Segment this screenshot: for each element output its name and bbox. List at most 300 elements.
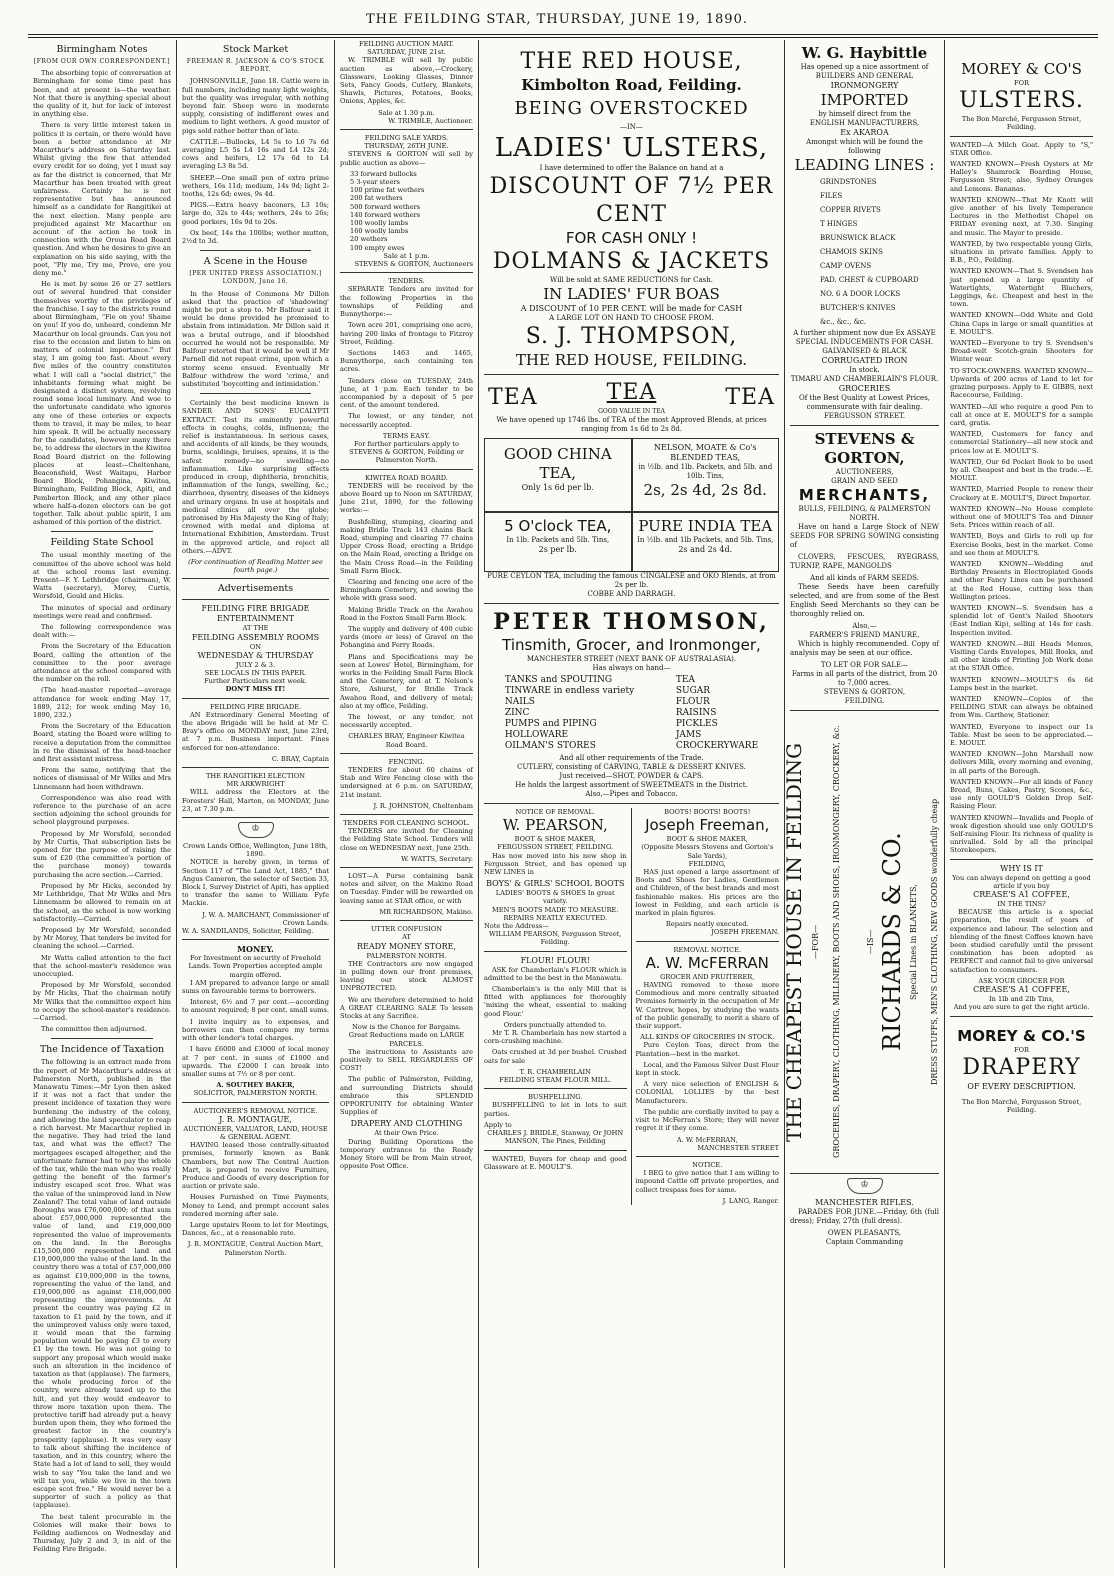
list-item: 500 forward wethers	[350, 202, 421, 211]
ad-text: AT THE	[242, 624, 269, 633]
ad-text: I BEG to give notice that I am willing to impound Cattle off private properties, and collect trespass fees for same.	[635, 1169, 779, 1194]
tea-name: NELSON, MOATE & Co's BLENDED TEAS,	[654, 443, 757, 462]
divider	[484, 1088, 627, 1089]
ad-text: Ex AKAROA	[840, 128, 889, 137]
list-item: HOLLOWARE	[504, 730, 569, 740]
byline: [FROM OUR OWN CORRESPONDENT.]	[33, 58, 171, 65]
heading-state-school: Feilding State School	[50, 537, 154, 549]
paragraph: Proposed by Mr Worsfold, seconded by Mr Hicks, That the chairman notify Mr Wilks that the committee expect him to occupy the school-master's residence.—Carried.	[33, 981, 171, 1022]
ad-title: AUCTIONEER'S REMOVAL NOTICE.	[193, 1106, 318, 1115]
product-list-hardware	[505, 675, 634, 752]
ad-text: MANCHESTER STREET	[697, 1143, 779, 1152]
ad-text: W. TRIMBLE will sell by public auction as above,—Crockery, Glassware, Looking Glasses, Dinner Sets, Fancy Goods, Cutlery, Blankets, Shawls, Pictures, Potatoes, Books, Onions, Apples, &c.	[340, 56, 473, 106]
column-ads-3	[335, 40, 478, 1568]
ad-text: BOOT & SHOE MAKER,	[666, 835, 748, 844]
ad-text: Of the Best Quality at Lowest Prices, commensurate with fair dealing.	[798, 394, 931, 411]
ad-signature: W. A. SANDILANDS, Solicitor, Feilding.	[182, 927, 314, 936]
list-item: WANTED KNOWN—No House complete without one of MOULT'S Tea and Dinner Sets. Prices within reach of all.	[950, 504, 1093, 530]
list-item: WANTED KNOWN—S. Svendsen has a splendid lot of Gent's Nailed Shooters (East Indian Kip), selling at 14s for cash. Inspection invited.	[950, 603, 1093, 637]
list-item: CROCKERYWARE	[675, 741, 759, 751]
paragraph: In the House of Commons Mr Dillon asked that the practice of 'shadowing' might be put a stop to. Mr Balfour said it would be done provided he promised to abstain from intimidation. Mr Dillon said it was a brutal outrage, and if bloodshed occurred he would not be responsible. Mr Balfour retorted that it would be well if Mr Parnell did not repeat crime, upon which a stormy scene ensued. Eventually Mr Balfour withdrew the word 'crime,' and substituted 'boycotting and intimidation.'	[182, 289, 329, 388]
ad-signature: J. W. A. MARCHANT, Commissioner of Crown Lands.	[202, 910, 329, 927]
ad-text: TENDERS are invited for Cleaning the Feilding State School. Tenders will close on WEDNESDAY next, June 25th.	[340, 827, 473, 852]
ad-signature: A. W. McFERRAN,	[676, 1135, 738, 1144]
ad-signature: THE RED HOUSE, FEILDING.	[515, 351, 748, 369]
ad-text: The lowest, or any tender, not necessarily accepted.	[340, 412, 473, 429]
ad-title: WHY IS IT	[1000, 863, 1043, 873]
divider	[484, 374, 779, 375]
ad-title: BOOTS! BOOTS! BOOTS!	[664, 808, 751, 816]
ad-title: FLOUR! FLOUR!	[520, 955, 590, 965]
ad-text: And you are sure to get the right article.	[953, 1003, 1090, 1012]
divider	[340, 469, 473, 470]
richards-title: RICHARDS & CO.	[877, 832, 906, 1052]
richards-vertical-ad	[782, 715, 939, 1169]
ad-text: CUTLERY, consisting of CARVING, TABLE & DESSERT KNIVES.	[517, 763, 746, 771]
ad-headline: IMPORTED	[820, 91, 909, 109]
ad-text: Sale at 1.30 p.m.	[378, 108, 435, 117]
list-item: WANTED, Everyone to inspect our 1s Table. Must be seen to be appreciated.—E. MOULT.	[950, 722, 1093, 748]
ad-signature: WILLIAM PEARSON, Fergusson Street, Feilding.	[489, 930, 622, 947]
list-item: T HINGES	[820, 220, 858, 228]
ad-text: The Bon Marché, Fergusson Street, Feilding.	[961, 115, 1082, 132]
list-item: WANTED KNOWN—Odd White and Gold China Cups in large or small quantities at E. MOULT'S.	[950, 311, 1093, 336]
tea-name: PURE INDIA TEA	[638, 517, 773, 535]
paragraph: (The head-master reported—average attendance for week ending May 17, 1889, 212; for week ending May 16, 1890, 232.)	[33, 686, 171, 720]
ad-title: UTTER CONFUSION	[371, 925, 442, 934]
ad-text: GROCERIES, DRAPERY, CLOTHING, MILLINERY, BOOTS AND SHOES, IRONMONGERY, CROCKERY, &c.	[832, 725, 842, 1159]
tea-price: 2s, 2s 4d, 2s 8d.	[643, 481, 767, 499]
ad-text: Pure Ceylon Teas, direct from the Plantation—best in the market.	[635, 1041, 779, 1058]
ad-text: Special Lines in BLANKETS,	[908, 884, 918, 1000]
ad-signature: STEVENS & GORTON,	[823, 688, 906, 696]
list-item: 160 woolly lambs	[350, 227, 409, 236]
ad-signature: J. LANG, Ranger.	[722, 1196, 779, 1205]
ad-signature: JOSEPH FREEMAN.	[711, 928, 779, 937]
morey-title: MOREY & CO'S	[961, 60, 1082, 78]
ad-subtitle: Tinsmith, Grocer, and Ironmonger,	[502, 636, 761, 654]
ad-text: Now is the Chance for Bargains.	[352, 1023, 461, 1032]
ad-text: IN THE TINS?	[997, 900, 1046, 909]
ad-text: Local, and the Famous Silver Dust Flour kept in stock.	[635, 1060, 779, 1078]
ad-signature: CHARLES BRAY, Engineer Kiwitea Road Board.	[348, 732, 465, 749]
ad-text: WANTED, Buyers for cheap and good Glassware at E. MOULT'S.	[484, 1154, 627, 1171]
divider	[484, 951, 627, 952]
list-item: OILMAN'S STORES	[504, 741, 596, 751]
heading-advertisements: Advertisements	[217, 583, 294, 595]
ad-text: Has now moved into his new shop in Fergusson Street, and has opened up NEW LINES in	[484, 851, 627, 877]
list-item: WANTED—All who require a good Pen to call at once at E. MOULT'S for a sample card, gratis.	[950, 402, 1093, 427]
ad-text: GROCER AND FRUITERER,	[660, 972, 755, 981]
paragraph: PIGS.—Extra heavy baconers, L3 10s; large do, 32s to 44s; wethers, 24s to 26s; good porkers, 16s 9d to 20s.	[182, 201, 329, 226]
ad-title: FEILDING FIRE BRIGADE.	[209, 702, 302, 711]
divider	[484, 603, 779, 604]
ad-signature: C. BRAY, Captain	[271, 754, 329, 763]
ad-text: FEILDING,	[688, 859, 726, 868]
ad-text: In 1lb and 2lb Tins,	[989, 995, 1054, 1004]
masthead: THE FEILDING STAR, THURSDAY, JUNE 19, 1890.	[366, 12, 748, 27]
ad-dates: WEDNESDAY & THURSDAY	[197, 650, 314, 660]
tea-word: TEA	[725, 384, 775, 410]
ad-text: Will be sold at SAME REDUCTIONS for Cash.	[550, 276, 713, 284]
ad-text: Further Particulars next week.	[204, 677, 307, 686]
list-item: WANTED—Everyone to try S. Svendsen's Broad-welt Scotch-grain Shooters for Winter wear.	[950, 339, 1093, 364]
livestock-list	[340, 170, 473, 252]
ad-headline: THE CHEAPEST HOUSE IN FEILDING	[782, 742, 806, 1142]
ad-text: FEILDING.	[844, 697, 885, 705]
list-item: WANTED KNOWN—Fresh Oysters at Mr Halley's Shamrock Boarding House, Fergusson Street; also, Sydney Oranges and Lemons. Bananas.	[950, 160, 1093, 193]
ad-headline: CREASE'S A1 COFFEE,	[973, 890, 1070, 900]
ad-text: AUCTIONEERS,	[835, 468, 894, 476]
ad-signature: J. R. JOHNSTON, Cheltenham	[373, 801, 473, 810]
list-item: ZINC	[504, 708, 530, 718]
lower-ads-right	[632, 808, 780, 1205]
ad-text: OF EVERY DESCRIPTION.	[967, 1081, 1076, 1091]
ad-signature: STEVENS & GORTON, Auctioneers	[354, 260, 473, 269]
divider	[340, 753, 473, 754]
ad-text: FOR	[1014, 79, 1029, 87]
ad-text: And all kinds of FARM SEEDS.	[810, 574, 919, 582]
list-item: GRINDSTONES	[820, 178, 877, 186]
ad-text: WILL address the Electors at the Foresters' Hall, Marton, on MONDAY, June 23, at 7.30 p.m.	[182, 788, 329, 813]
ad-text: HAVING leased those centrally-situated premises, formerly known as Bank Chambers, but now The Central Auction Mart, is prepared to receive Furniture, Produce and Goods of every description for auction or private sale.	[182, 1141, 329, 1191]
ad-text: A DISCOUNT of 10 PER CENT. will be made for CASH	[520, 304, 743, 313]
list-item: 33 forward bullocks	[350, 169, 417, 178]
ad-text: TO LET OR FOR SALE—	[820, 661, 909, 669]
paragraph: He is met by some 26 or 27 settlers out of several hundred that consider themselves worthy of the privileges of the franchise. I say to the districts round about Birmingham, "Fie on you! Shame on you! If you do, unheard, condemn Mr Macarthur on local grounds. Can you not rise to the occasion and listen to him on matters of colonial importance." But stay, I am going too fast. About every five miles of the country constitutes what I will call a "social district," the inhabitants forming what might be designated a distinct system, revolving round some local luminary. And woe to the unfortunate candidate who ignores any one of these coteries or expects them to travel, it may be miles, to hear him speak. It will be actually necessary for the candidates, however many there be, to address the electors in the Kiwitea Road Board district on the following places at least—Cheltenham, Beaconsfield, West Waitapu, Harbor Board Block, Pohangina, Kiwitea, Birmingham, Feilding Block, Apiti, and Pemberton Block, and any other place where half-a-dozen electors can be got together. Talk about public spirit, I am ashamed of this portion of the district.	[33, 280, 171, 527]
ad-signature: A. SOUTHEY BAKER,	[216, 1081, 295, 1090]
ad-text: For Investment on security of Freehold Lands. Town Properties accepted ample margin offered.	[188, 954, 323, 979]
list-item: 5 3-year steers	[350, 178, 400, 187]
ad-text: Just received—SHOT, POWDER & CAPS.	[559, 772, 704, 780]
tea-price: 2s and 2s 4d.	[678, 545, 733, 554]
ad-headline: FOR CASH ONLY !	[565, 229, 698, 247]
list-item: WANTED, Our 6d Pocket Book to be used by all. Cheapest and best in the trade.—E. MOULT.	[950, 457, 1093, 483]
ad-title: NOTICE OF REMOVAL.	[515, 808, 596, 816]
ad-signature: S. J. THOMPSON,	[525, 324, 738, 349]
tea-text: in ½lb. and 1lb. Packets, and 5lb. and 10lb. Tins,	[638, 463, 773, 480]
list-item: FLOUR	[675, 697, 710, 707]
ad-text: You can always depend on getting a good article if you buy	[952, 873, 1091, 890]
list-item: NAILS	[504, 697, 535, 707]
list-item: JAMS	[675, 730, 702, 740]
ad-text: Tenders close on TUESDAY, 24th June, at 1 p.m. Each tender to be accompanied by a deposit of 5 per cent. of the amount tendered.	[340, 376, 473, 410]
ad-headline: LEADING LINES :	[794, 156, 935, 174]
ad-text: Captain Commanding	[825, 1238, 904, 1246]
list-item: WANTED KNOWN—MOULT'S 6s 6d Lamps best in the market.	[950, 675, 1093, 692]
list-item: NO. 6 A DOOR LOCKS	[820, 290, 901, 298]
list-item: WANTED KNOWN—Invalids and People of weak digestion should use only GOULD'S Self-raising Flour. Its richness of quality is unrivalled. Sold by all the principal Storekeepers.	[950, 813, 1093, 855]
divider	[340, 814, 473, 815]
ad-text: BECAUSE this article is a special preparation, the result of years of experience and labour. The selection and blending of the finest Coffees known have been studied carefully until the present combination has been adopted as PERFECT and cannot fail to give universal satisfaction to consumers.	[950, 908, 1093, 974]
ad-text: Repairs neatly executed.	[665, 920, 749, 929]
paragraph: Proposed by Mr Hicks, seconded by Mr Lethbridge, That Mr Wilks and Mrs Linnemann be allowed to remain on at the school, as the school is now working satisfactorily.—Carried.	[33, 881, 171, 923]
ad-headline: BOYS' & GIRLS' SCHOOL BOOTS	[486, 879, 625, 889]
ad-text: by himself direct from the	[818, 110, 911, 118]
paragraph: Mr Watts called attention to the fact that the school-master's residence was unoccupied.	[33, 953, 171, 978]
ad-text: We are therefore determined to hold A GREAT CLEARING SALE To lessen Stocks at any Sacrifice.	[340, 995, 473, 1020]
ad-text: Have on hand a Large Stock of NEW SEEDS FOR SPRING SOWING consisting of	[790, 523, 939, 549]
ad-text: MEN'S BOOTS MADE TO MEASURE.	[492, 905, 619, 914]
list-item: WANTED KNOWN—John Marshall now delivers Milk, every morning and evening, in all parts of the Borough.	[950, 750, 1093, 775]
byline: [PER UNITED PRESS ASSOCIATION.] LONDON, June 16.	[189, 270, 322, 286]
ad-headline: DOLMANS & JACKETS	[492, 249, 771, 274]
top-rule-2	[28, 37, 1098, 38]
ad-text: LOST—A Purse containing bank notes and silver, on the Makino Road on Tuesday. Finder will be rewarded on leaving same at STAR office, or with	[340, 872, 473, 905]
divider	[636, 941, 780, 942]
ad-text: I have £6000 and £3000 of local money at 7 per cent. in sums of £1000 and upwards. The £2000 I can break into smaller sums at 7½ or 8 per cent.	[182, 1045, 329, 1078]
ad-title: FENCING.	[388, 757, 425, 766]
divider	[484, 803, 779, 804]
divider	[182, 939, 329, 940]
ad-text: ASK YOUR GROCER FOR	[978, 976, 1065, 985]
ad-text: SPECIAL INDUCEMENTS FOR CASH.	[795, 338, 934, 346]
ad-text: PALMERSTON NORTH.	[366, 951, 447, 960]
ad-text: HAVING removed to those more Commodious and more centrally situated Premises formerly in the occupation of Mr W. Cartrew, hopes, by studying the wants of the public generally, to merit a share of their support.	[635, 981, 779, 1031]
ad-text: DRESS STUFFS, MEN'S CLOTHING, NEW GOODS wonderfully cheap	[929, 798, 939, 1086]
ad-title: TENDERS FOR CLEANING SCHOOL.	[343, 819, 470, 828]
divider	[182, 578, 329, 579]
ad-text: The Bon Marché, Fergusson Street, Feilding.	[961, 1097, 1082, 1114]
ad-signature: COBBE AND DARRAGH.	[587, 590, 676, 598]
ad-text: —IN—	[620, 123, 643, 131]
ad-text: I have determined to offer the Balance on hand at a	[539, 164, 724, 172]
list-item: WANTED KNOWN—For all kinds of Fancy Bread, Buns, Cakes, Pastry, Scones, &c., use only GOULD'S Golden Drop Self-Raising Flour.	[950, 777, 1093, 811]
divider	[340, 272, 473, 273]
list-item: BUTCHER'S KNIVES	[820, 304, 896, 312]
product-list-grocery	[676, 675, 758, 752]
ad-text: SEPARATE Tenders are invited for the following Properties in the townships of Feilding and Bunnythorpe:—	[340, 285, 473, 319]
list-item: TINWARE in endless variety	[504, 686, 635, 696]
ad-headline: LADIES' ULSTERS,	[494, 133, 769, 163]
tea-box	[632, 512, 780, 572]
list-item: RAISINS	[675, 708, 717, 718]
paragraph: JOHNSONVILLE, June 18. Cattle were in full numbers, including many light weights, but the quality was irregular, with nothing beyond fair. Sheep were in moderate supply, consisting of indifferent ewes and medium to light wethers. A good muster of pigs sold rather better than of late.	[182, 77, 329, 135]
ad-text: At their Own Price.	[374, 1129, 439, 1138]
divider	[51, 1038, 153, 1039]
list-item: WANTED KNOWN—That S. Svendsen has just opened up a large quantity of Watertights, Watertight Bluchers, Leggings, &c. Cheapest and best in the town.	[950, 267, 1093, 309]
ad-title: REMOVAL NOTICE.	[673, 945, 741, 954]
list-item: &c., &c., &c.	[820, 318, 867, 326]
ad-text: REPAIRS NEATLY EXECUTED.	[503, 913, 608, 922]
ad-text: —FOR—	[811, 924, 821, 960]
ad-text: The instructions to Assistants are positively to SELL REGARDLESS OF COST!	[340, 1047, 473, 1073]
lower-ads-grid	[484, 808, 779, 1205]
list-item: 140 forward wethers	[350, 210, 421, 219]
paragraph: The best talent procurable in the Colonies will make their bows to Feilding audiences on Wednesday and Thursday, July 2 and 3, in aid of the Feilding Fire Brigade.	[33, 1512, 171, 1554]
ad-text: TIMARU AND CHAMBERLAIN'S FLOUR.	[790, 375, 939, 383]
ad-text: Interest, 6½ and 7 per cent.—according to amount required; 8 per cent. small sums.	[182, 998, 329, 1015]
list-item: 200 fat wethers	[350, 194, 403, 203]
ad-text: AUCTIONEER, VALUATOR, LAND, HOUSE & GENERAL AGENT.	[183, 1124, 328, 1141]
ad-text: TENDERS will be received by the above Board up to Noon on SATURDAY, June 21st, 1890, for the following works:—	[340, 481, 473, 515]
ad-text: (Opposite Messrs Stevens and Gorton's Sale Yards),	[641, 843, 774, 860]
ad-text: ON	[249, 642, 262, 651]
divider	[51, 531, 153, 532]
ad-text: TERMS EASY.	[382, 431, 431, 440]
paragraph: From the Secretary of the Education Board, calling the attention of the committee to the poor average attendance at the school compared with the number on the roll.	[33, 642, 171, 684]
ad-text: DON'T MISS IT!	[225, 685, 286, 694]
ad-text: PURE CEYLON TEA, including the famous CINGALESE and OKO Blends, at from 2s per lb.	[487, 572, 776, 589]
ad-text: Orders punctually attended to.	[503, 1020, 607, 1029]
list-item: 20 wethers	[350, 235, 388, 244]
divider	[182, 698, 329, 699]
ad-text: Farms in all parts of the district, from 20 to 7,000 acres.	[791, 670, 938, 687]
ad-signature: W. WATTS, Secretary.	[401, 854, 473, 863]
lower-ads-left	[484, 808, 632, 1205]
ad-text: FERGUSSON STREET, FEILDING.	[497, 843, 614, 852]
ad-text: The public are cordially invited to pay a visit to McFerran's Store; they will never regret it if they come.	[635, 1107, 779, 1133]
ad-text: We have opened up 1746 lbs. of TEA of the most Approved Blends, at prices ranging from 1s 6d to 2s 8d.	[496, 416, 767, 433]
ad-text: Note the Address—	[484, 922, 549, 931]
ad-text: He holds the largest assortment of SWEETMEATS in the District.	[515, 781, 748, 789]
heading-scene-in-house: A Scene in the House	[203, 256, 308, 268]
ad-headline: IN LADIES' FUR BOAS	[543, 285, 720, 303]
list-item: TANKS and SPOUTING	[504, 675, 613, 685]
ad-text: I AM prepared to advance large or small sums on favourable terms to borrowers.	[182, 978, 329, 996]
ad-title: BUSHFELLING.	[528, 1093, 583, 1102]
list-item: PAD. CHEST & CUPBOARD	[820, 276, 919, 284]
ad-signature: OWEN PLEASANTS,	[827, 1229, 902, 1237]
tea-text: In 1lb. Packets and 5lb. Tins,	[506, 536, 610, 544]
ad-signature: STEVENS & GORTON, Feilding or Palmerston North.	[349, 448, 464, 465]
discount-headline: DISCOUNT OF 7½ PER CENT	[489, 174, 774, 227]
ad-text: BUSHFELLING to let in lots to suit parties.	[484, 1101, 627, 1118]
ad-text: Sections 1463 and 1465, Bunnythorpe, each containing ten acres.	[340, 348, 473, 374]
tea-price: Only 1s 6d per lb.	[521, 483, 594, 492]
divider	[200, 250, 311, 251]
paragraph: Proposed by Mr Worsfold, seconded by Mr Curtis, That subscription lists be opened for the purpose of raising the sum of £20 (the committee's portion of the purchase money) towards purchasing the acre section.—Carried.	[33, 829, 171, 879]
paragraph: Ox beef, 14s the 100lbs; wether mutton, 2½d to 3d.	[182, 228, 329, 246]
morey-title: MOREY & CO.'S	[957, 1026, 1086, 1045]
leading-lines-list	[790, 175, 939, 329]
paragraph: The committee then adjourned.	[41, 1025, 147, 1034]
ad-signature: CHARLES J. BRIDLE, Stanway, Or JOHN MANSON, The Pines, Feilding	[487, 1129, 624, 1146]
list-item: COPPER RIVETS	[820, 206, 881, 214]
ad-signature: W. TRIMBLE, Auctioneer.	[388, 116, 473, 125]
crown-crest-icon: ♔	[847, 1178, 883, 1194]
list-item: CHAMOIS SKINS	[820, 248, 883, 256]
ad-title: THE RANGITIKEI ELECTION	[205, 772, 306, 781]
ad-date: THURSDAY, 26TH JUNE.	[364, 142, 449, 151]
ad-title: MONEY.	[237, 944, 274, 955]
ad-text: For further particulars apply to	[354, 439, 459, 448]
ad-headline: DRAPERY	[962, 1054, 1081, 1080]
ad-venue: FEILDING ASSEMBLY ROOMS	[191, 632, 320, 642]
divider	[340, 867, 473, 868]
paragraph: There is very little interest taken in politics it is certain, or there would have been a better attendance at Mr Macarthur's address on Saturday last. Whilst giving the few that attended every credit for so doing, yet I must say as far the district is concerned, that Mr Macarthur has been treated with great unfairness. Certainly he is not representative but has announced himself as a candidate for Rangitikei at the next election. Many people are prejudiced against Mr Macarthur on account of the action he took in connection with the Oroua Road Board question. And when he desires to give an explanation on his side saying, with the poet, "Ply me, Try me, Prove, ere you deny me."	[33, 121, 171, 278]
ad-text: During Building Operations the temporary entrance to the Ready Money Store will be from Main street, opposite Post Office.	[340, 1137, 473, 1171]
ad-text: AT	[402, 933, 411, 942]
list-item: PUMPS and PIPING	[504, 719, 597, 729]
paragraph: SHEEP.—One small pen of extra prime wethers, 16s 11d; medium, 14s 9d; light 2-tooths, 12s 6d; ewes, 9s 4d.	[182, 173, 329, 199]
tea-box	[484, 512, 632, 572]
list-item: TO STOCK-OWNERS. WANTED KNOWN—Upwards of 200 acres of Land to let for grazing purposes. Apply to E. GIBBS, next Racecourse, Feilding.	[950, 366, 1093, 400]
ad-text: MANCHESTER STREET (NEXT BANK OF AUSTRALASIA).	[526, 655, 737, 663]
list-item: 100 prime fat wethers	[350, 186, 425, 195]
byline: FREEMAN R. JACKSON & CO'S STOCK REPORT.	[186, 58, 325, 74]
ad-title: TENDERS.	[388, 277, 425, 286]
ad-text: SOLICITOR, PALMERSTON NORTH.	[193, 1089, 318, 1098]
ad-text: Mr T. R. Chamberlain has now started a corn-crushing machine.	[484, 1029, 627, 1046]
ad-text: Has opened up a nice assortment of	[800, 63, 929, 71]
pearson-title: W. PEARSON,	[502, 816, 608, 835]
list-item: WANTED—A Milch Goat. Apply to "S," STAR Office.	[950, 140, 1093, 157]
paragraph: From the same, notifying that the notices of dismissal of Mr Wilks and Mrs Linnemann had been withdrawn.	[33, 766, 171, 791]
divider	[950, 136, 1093, 137]
red-house-address: Kimbolton Road, Feilding.	[521, 76, 742, 94]
tea-word: TEA	[488, 384, 538, 410]
ad-text: A further shipment now due Ex ASSAYE	[793, 329, 936, 337]
divider	[950, 1016, 1093, 1017]
ad-text: Making Bridle Track on the Awahou Road in the Foxton Small Farm Block.	[340, 605, 473, 622]
divider	[790, 425, 939, 426]
ad-text: The supply and delivery of 400 cubic yards (more or less) of Gravel on the Pohangina and Ferry Roads.	[340, 625, 473, 650]
tea-box	[484, 438, 632, 512]
ad-text: Also,—	[852, 622, 877, 630]
paragraph: Correspondence was also read with reference to the purchase of an acre section adjoining the school grounds for school playground purposes.	[33, 793, 171, 827]
ad-text: Houses Furnished on Time Payments, Money to Lend, and prompt account sales rendered morning after sale.	[182, 1193, 329, 1218]
ad-title: DRAPERY AND CLOTHING	[350, 1119, 463, 1129]
divider	[182, 1102, 329, 1103]
ad-text: In stock.	[849, 366, 880, 374]
paragraph: The following is an extract made from the report of Mr Macarthur's address at Palmerston North, published in the Manawatu Times:—Mr Lyon then asked if it was not a fact that under the present incidence of taxation they were burdening the industry of the colony, and allowing the land speculator to reap a rich harvest. Mr Macarthur replied in the negative. They had tried the land tax, and what was the effect? The mortgagees escaped altogether, and the unfortunate farmer had to pay the whole of the tax, while the man who was really getting the benefit of the farmer's industry escaped scot free. What was the value of the unimproved land in New Zealand? The total value of land outside Boroughs was £76,000,000; of that sum about £57,000,000 represented the value of land, and £19,000,000 represented the value of improvements on the land. In the Boroughs £15,500,000 represented land and £19,000,000 the value of the land. In the country there was a total of £57,000,000 as against £19,000,000 in the towns, representing the value of the land, and £19,000,000 as against £18,000,000 representing the improvements. At present the country was paying £2 in taxation to £1 paid by the town, and if the unimproved values only were taxed, it would mean that the farming population would be paying £3 to every £1 by the town. He was not going to support any proposal which would make such an alteration in the incidence of taxation as that (applause). The farmers, the whole producing force of the country, were already taxed up to the hilt, and yet they would endeavor to throw more taxation upon them. The protective tariff had already put a heavy burden upon them, they who formed the greatest factor in the country's prosperity (applause). It was very easy to talk about shifting the incidence of taxation, and in this country, where the State had a lot of land to sell, they would wish to say "You take the land and we will tax you, while we live in the town escape scot free." He would never be a supporter of such a policy as that (applause).	[33, 1058, 171, 1510]
ad-title: FEILDING FIRE BRIGADE ENTERTAINMENT	[201, 604, 310, 624]
ad-text: Crown Lands Office, Wellington, June 18th, 1890.	[183, 842, 328, 859]
divider	[182, 817, 329, 818]
ad-signature: T. R. CHAMBERLAIN	[519, 1067, 591, 1076]
divider	[182, 767, 329, 768]
tea-name: 5 O'clock TEA,	[504, 517, 612, 535]
list-item: WANTED KNOWN.—Bill Heads Memos, Visiting Cards Envelopes, Mill Books, and all other kinds of Printing Job Work done at the STAR Office.	[950, 639, 1093, 673]
ad-text: NOTICE is hereby given, in terms of Section 117 of "The Land Act, 1885," that Angus Cameron, the selector of Section 33, Block I, Survey District of Apiti, has applied to transfer the same to William Fyfe Mackie.	[182, 858, 329, 908]
haybittle-title: W. G. Haybittle	[801, 44, 928, 62]
column-news-2	[177, 40, 334, 1568]
paragraph: The minutes of special and ordinary meetings were read and confirmed.	[33, 603, 171, 620]
ad-text: ASK for Chamberlain's FLOUR which is admitted to be the best in the Manawatu.	[484, 965, 627, 982]
ad-signature: J. R. MONTAGUE, Central Auction Mart, Palmerston North.	[187, 1240, 324, 1257]
ad-text: Also,—Pipes and Tobacco.	[585, 790, 678, 798]
paragraph: The following correspondence was dealt with:—	[33, 623, 171, 640]
paragraph: CATTLE.—Bullocks, L4 5s to L6 7s 6d averaging L5 5s L4 16s and L4 12s 2d; cows and heifers, L2 17s 6d to L4 averaging L3 8s 5d.	[182, 137, 329, 171]
ad-text: Apply to	[484, 1120, 512, 1129]
ad-text: CLOVERS, FESCUES, RYEGRASS, TURNIP, RAPE, MANGOLDS	[790, 553, 939, 570]
ad-text: These Seeds have been carefully selected, and are from some of the Best English Seed Merchants so they can be thoroughly relied on.	[790, 583, 939, 618]
column-ads-4	[479, 40, 784, 1568]
ad-headline: GROCERIES	[838, 384, 891, 393]
ad-text: Chamberlain's is the only Mill that is fitted with appliances for thoroughly 'mixing the wheat, essential to making good Flour.'	[484, 985, 627, 1018]
heading-stock-market: Stock Market	[222, 44, 289, 55]
ad-text: A very nice selection of ENGLISH & COLONIAL LOLLIES by the best Manufacturers.	[635, 1080, 779, 1105]
ad-text: STEVENS & GORTON will sell by public auction as above—	[340, 150, 473, 167]
ad-text: I invite inquiry as to expenses, and borrowers can then compare my terms with other lender's total charges.	[182, 1017, 329, 1043]
ad-text: —IS—	[866, 929, 876, 955]
list-item: WANTED, by two respectable young Girls, situations in private families. Apply to B.B., P.O., Feilding.	[950, 239, 1093, 265]
heading-incidence-of-taxation: The Incidence of Taxation	[39, 1044, 165, 1056]
wanted-ads-list	[950, 141, 1093, 855]
list-item: WANTED, Boys and Girls to roll up for Exercise Books, best in the market. Come and see them at MOULT'S.	[950, 532, 1093, 557]
continuation-note: (For continuation of Reading Matter see fourth page.)	[188, 557, 323, 575]
paragraph: The absorbing topic of conversation at Birmingham for some time past has been, and at present is—the weather. Not that there is anything special about the quality of it, but for lack of interest in anything else.	[33, 69, 171, 119]
list-item: WANTED KNOWN—Copies of the FEILDING STAR can always be obtained from Wm. Carthew, Stationer.	[950, 695, 1093, 720]
tea-text: In ½lb. and 1lb Packets, and 5lb. Tins,	[637, 536, 774, 544]
top-rule	[28, 34, 1098, 35]
ad-text: BOOT & SHOE MAKER,	[514, 835, 596, 844]
ad-text: GALVANISED & BLACK	[822, 347, 907, 355]
tea-price: 2s per lb.	[538, 545, 577, 554]
paragraph: From the Secretary of the Education Board, stating the Board were willing to receive a deputation from the committee in re the dismissal of the head-teacher and first assistant mistress.	[33, 722, 171, 764]
divider	[340, 129, 473, 130]
